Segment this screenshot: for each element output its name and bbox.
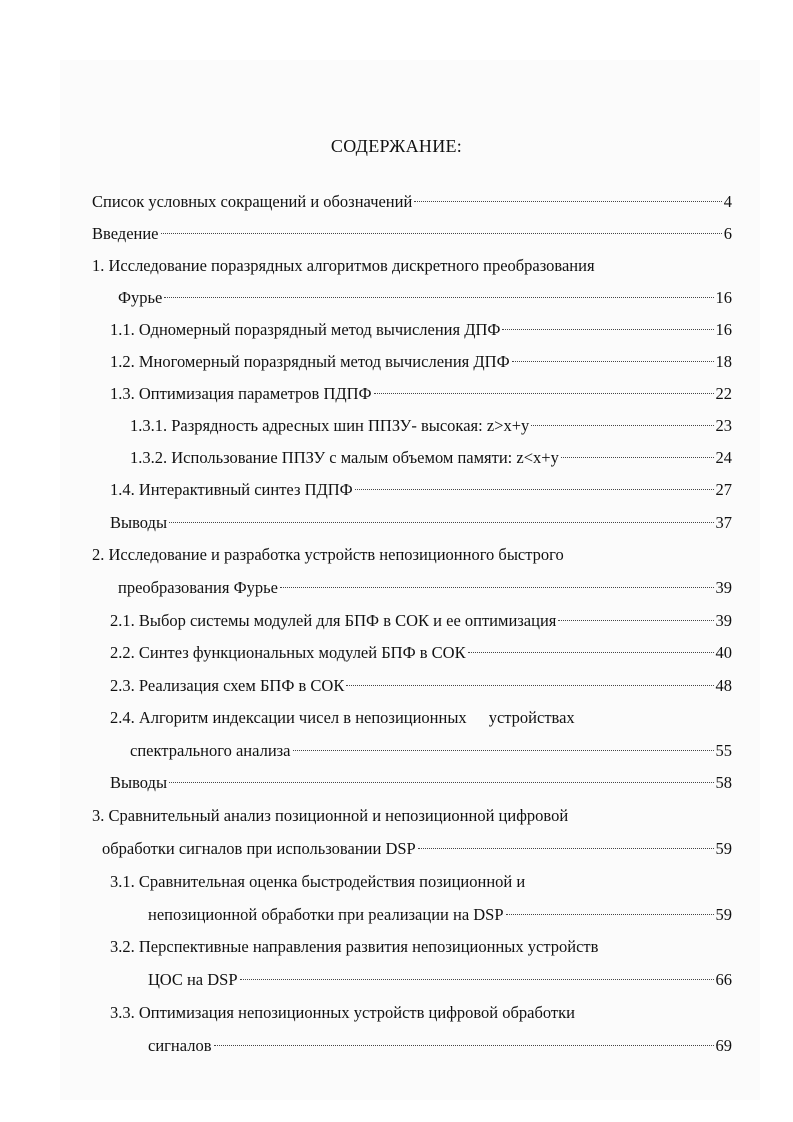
toc-entry-continuation[interactable] [148,1034,732,1058]
toc-entry-heading[interactable] [92,804,732,828]
toc-entry-page: 23 [715,416,732,435]
toc-entry-page: 69 [715,1036,732,1055]
dot-leader [214,1045,714,1046]
toc-entry[interactable] [110,511,732,535]
toc-entry-title: 1.3. Оптимизация параметров ПДПФ [110,384,372,403]
toc-entry-title: 2.3. Реализация схем БПФ в СОК [110,676,345,695]
toc-entry-title: 1.1. Одномерный поразрядный метод вычисления ДПФ [110,320,501,339]
toc-entry-continuation[interactable] [118,576,732,600]
toc-entry-page: 16 [715,320,732,339]
dot-leader [502,329,713,330]
toc-entry[interactable] [92,222,732,246]
toc-entry-title: 2.1. Выбор системы модулей для БПФ в СОК и ее оптимизация [110,611,557,630]
toc-entry-title: 1.2. Многомерный поразрядный метод вычисления ДПФ [110,352,510,371]
toc-entry-heading[interactable] [110,1001,732,1025]
toc-entry-title: 2.2. Синтез функциональных модулей БПФ в СОК [110,643,466,662]
dot-leader [346,685,713,686]
toc-entry-page: 58 [715,773,732,792]
dot-leader [561,457,714,458]
toc-entry[interactable] [110,350,732,374]
toc-entry-continuation[interactable] [102,837,732,861]
toc-entry-title: 1. Исследование поразрядных алгоритмов дискретного преобразования [92,256,595,275]
toc-entry-title: Выводы [110,773,168,792]
toc-entry-page: 16 [715,288,732,307]
toc-entry-continuation[interactable] [148,903,732,927]
toc-entry-title: 2. Исследование и разработка устройств непозиционного быстрого [92,545,564,564]
toc-entry[interactable] [110,609,732,633]
toc-entry-title: 3.1. Сравнительная оценка быстродействия позиционной и [110,872,526,891]
toc-entry-page: 18 [715,352,732,371]
toc-entry-heading[interactable] [92,254,732,278]
toc-entry-title: Выводы [110,513,168,532]
toc-entry-title-continued: обработки сигналов при использовании DSP [102,839,416,858]
toc-entry-page: 66 [715,970,732,989]
toc-entry-title: 1.3.1. Разрядность адресных шин ППЗУ- высокая: z>x+y [130,416,530,435]
toc-entry-title: 1.4. Интерактивный синтез ПДПФ [110,480,353,499]
dot-leader [161,233,722,234]
toc-entry[interactable] [110,318,732,342]
toc-entry-title-word: устройствах [488,708,575,727]
toc-entry[interactable] [130,414,732,438]
toc-entry-title-continued: спектрального анализа [130,741,291,760]
toc-entry-page: 37 [715,513,732,532]
toc-entry[interactable] [110,674,732,698]
toc-entry-title: 3. Сравнительный анализ позиционной и непозиционной цифровой [92,806,569,825]
dot-leader [355,489,714,490]
toc-entry[interactable] [110,382,732,406]
toc-entry-continuation[interactable] [130,739,732,763]
toc-entry-page: 24 [715,448,732,467]
dot-leader [280,587,714,588]
toc-entry-title: Введение [92,224,159,243]
toc-entry-title: 1.3.2. Использование ППЗУ с малым объемом памяти: z<x+y [130,448,559,467]
dot-leader [414,201,721,202]
toc-entry[interactable] [110,641,732,665]
toc-entry-heading[interactable] [92,543,732,567]
toc-entry-continuation[interactable] [148,968,732,992]
toc-entry-page: 39 [715,611,732,630]
dot-leader [169,522,713,523]
toc-entry-page: 59 [715,905,732,924]
toc-entry-page: 39 [715,578,732,597]
dot-leader [240,979,714,980]
toc-entry-title: Список условных сокращений и обозначений [92,192,413,211]
toc-entry[interactable] [92,190,732,214]
toc-entry-page: 40 [715,643,732,662]
toc-entry-title-continued: ЦОС на DSP [148,970,238,989]
toc-entry-heading[interactable] [110,870,732,894]
toc-entry[interactable] [110,771,732,795]
dot-leader [531,425,713,426]
toc-entry-page: 59 [715,839,732,858]
toc-entry-title-continued: непозиционной обработки при реализации на DSP [148,905,504,924]
toc-entry-title-continued: преобразования Фурье [118,578,278,597]
dot-leader [169,782,713,783]
toc-entry-page: 6 [723,224,732,243]
toc-entry-heading[interactable] [110,935,732,959]
toc-entry-page: 48 [715,676,732,695]
toc-entry-title: 3.2. Перспективные направления развития непозиционных устройств [110,937,599,956]
toc-entry-page: 27 [715,480,732,499]
toc-entry-page: 22 [715,384,732,403]
dot-leader [374,393,714,394]
toc-entry[interactable] [130,446,732,470]
dot-leader [293,750,714,751]
dot-leader [558,620,713,621]
dot-leader [418,848,714,849]
toc-entry-page: 4 [723,192,732,211]
toc-entry-title-continued: Фурье [118,288,163,307]
toc-entry-title: 3.3. Оптимизация непозиционных устройств цифровой обработки [110,1003,575,1022]
dot-leader [468,652,714,653]
toc-entry-page: 55 [715,741,732,760]
toc-entry-title: 2.4. Алгоритм индексации чисел в непозиционных [110,708,467,727]
dot-leader [512,361,714,362]
dot-leader [164,297,713,298]
toc-entry-title-continued: сигналов [148,1036,212,1055]
toc-entry[interactable] [110,478,732,502]
dot-leader [506,914,714,915]
toc-entry-heading[interactable] [110,706,732,730]
page-title: СОДЕРЖАНИЕ: [330,136,463,156]
toc-entry-continuation[interactable] [118,286,732,310]
